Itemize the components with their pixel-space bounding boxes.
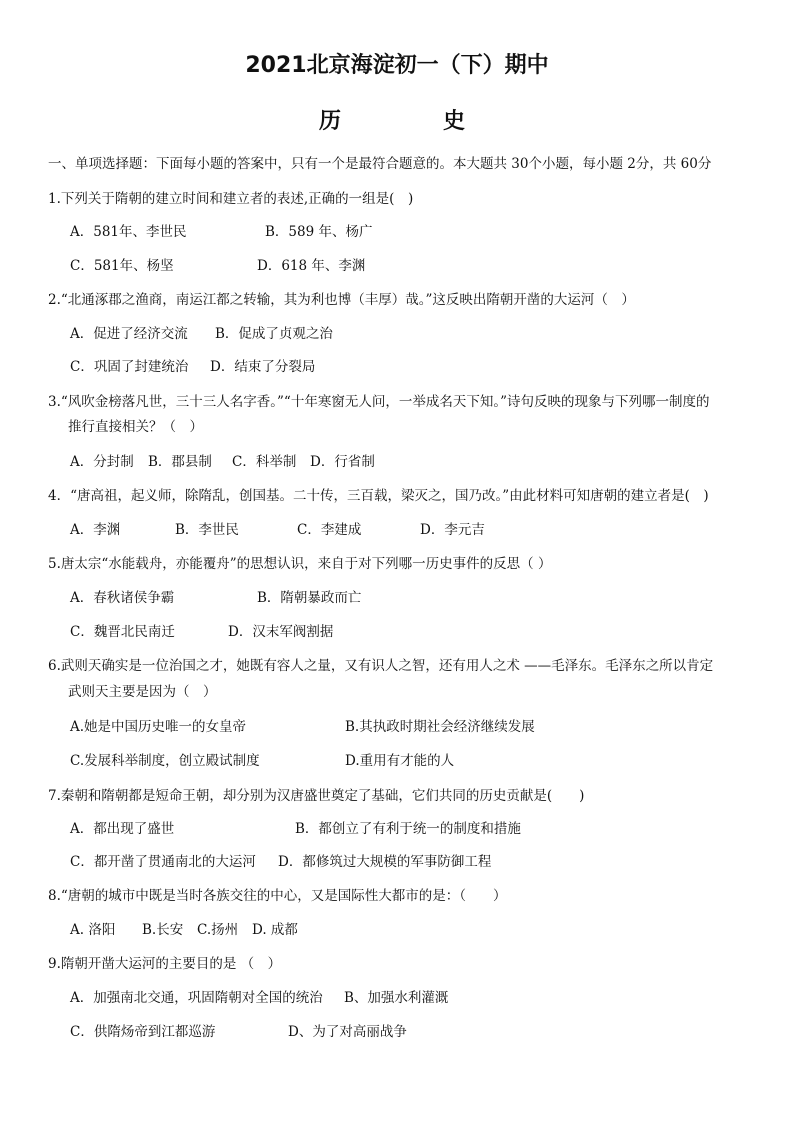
- question-8-stem: 8.“唐朝的城市中既是当时各族交往的中心，又是国际性大都市的是：（ ）: [48, 888, 507, 904]
- question-6-option-b: B.其执政时期社会经济继续发展: [345, 719, 535, 735]
- question-2-option-d: D．结束了分裂局: [210, 359, 316, 375]
- question-7-stem: 7.秦朝和隋朝都是短命王朝，却分别为汉唐盛世奠定了基础，它们共同的历史贡献是( ): [48, 788, 585, 804]
- question-9-option-c: C．供隋炀帝到江都巡游: [70, 1024, 216, 1040]
- question-8-option-d: D. 成都: [252, 922, 298, 938]
- question-7-option-a: A．都出现了盛世: [70, 821, 175, 837]
- question-1-option-c: C．581年、杨坚: [70, 258, 174, 274]
- question-6-option-d: D.重用有才能的人: [345, 753, 455, 769]
- question-9-option-a: A．加强南北交通，巩固隋朝对全国的统治: [70, 990, 323, 1006]
- question-7-option-b: B．都创立了有利于统一的制度和措施: [295, 821, 521, 837]
- question-4-option-a: A．李渊: [70, 522, 121, 538]
- question-7-option-c: C．都开凿了贯通南北的大运河: [70, 854, 256, 870]
- question-3-stem-line-1: 3.“风吹金榜落凡世，三十三人名字香。”“十年寒窗无人问，一举成名天下知。”诗句反映的现象与下列哪一制度的: [48, 394, 710, 410]
- question-6-option-a: A.她是中国历史唯一的女皇帝: [70, 719, 247, 735]
- question-5-option-b: B．隋朝暴政而亡: [257, 590, 362, 606]
- question-8-option-a: A. 洛阳: [70, 922, 116, 938]
- question-5-stem: 5.唐太宗“水能载舟，亦能覆舟”的思想认识，来自于对下列哪一历史事件的反思（ ）: [48, 556, 552, 572]
- subject-title: 历 史: [318, 109, 505, 134]
- question-1-option-d: D．618 年、李渊: [257, 258, 366, 274]
- question-1-stem: 1.下列关于隋朝的建立时间和建立者的表述,正确的一组是( ): [48, 191, 414, 207]
- question-2-stem: 2.“北通涿郡之渔商，南运江都之转输，其为利也博（丰厚）哉。”这反映出隋朝开凿的大运河（ ）: [48, 292, 635, 308]
- question-3-option-a: A．分封制: [70, 454, 134, 470]
- question-2-option-b: B．促成了贞观之治: [215, 326, 333, 342]
- question-8-option-c: C.扬州: [197, 922, 239, 938]
- exam-title: 2021北京海淀初一（下）期中: [245, 53, 549, 78]
- question-6-option-c: C.发展科举制度，创立殿试制度: [70, 753, 260, 769]
- question-3-stem-line-2: 推行直接相关？（ ）: [68, 419, 203, 435]
- question-9-stem: 9.隋朝开凿大运河的主要目的是 （ ）: [48, 956, 282, 972]
- question-4-option-c: C．李建成: [297, 522, 362, 538]
- question-2-option-a: A．促进了经济交流: [70, 326, 188, 342]
- question-9-option-b: B、加强水利灌溉: [344, 990, 449, 1006]
- question-3-option-b: B．郡县制: [148, 454, 212, 470]
- question-4-stem: 4．“唐高祖，起义师，除隋乱，创国基。二十传，三百载，梁灭之，国乃改。”由此材料可知唐朝的建立者是( ): [48, 488, 709, 504]
- question-1-option-a: A．581年、李世民: [70, 224, 187, 240]
- question-8-option-b: B.长安: [142, 922, 184, 938]
- question-4-option-d: D．李元吉: [420, 522, 485, 538]
- question-6-stem-line-1: 6.武则天确实是一位治国之才，她既有容人之量，又有识人之智，还有用人之术 ——毛泽东。毛泽东之所以肯定: [48, 658, 714, 674]
- section-instruction: 一、单项选择题：下面每小题的答案中，只有一个是最符合题意的。本大题共 30个小题，每小题 2分，共 60分: [48, 156, 712, 172]
- question-3-option-c: C．科举制: [232, 454, 297, 470]
- question-9-option-d: D、为了对高丽战争: [288, 1024, 407, 1040]
- question-5-option-c: C．魏晋北民南迁: [70, 624, 175, 640]
- question-5-option-d: D．汉末军阀割据: [228, 624, 334, 640]
- question-2-option-c: C．巩固了封建统治: [70, 359, 189, 375]
- question-7-option-d: D．都修筑过大规模的军事防御工程: [278, 854, 492, 870]
- question-1-option-b: B．589 年、杨广: [265, 224, 373, 240]
- question-5-option-a: A．春秋诸侯争霸: [70, 590, 175, 606]
- question-3-option-d: D．行省制: [310, 454, 375, 470]
- question-6-stem-line-2: 武则天主要是因为（ ）: [68, 684, 217, 700]
- question-4-option-b: B．李世民: [175, 522, 239, 538]
